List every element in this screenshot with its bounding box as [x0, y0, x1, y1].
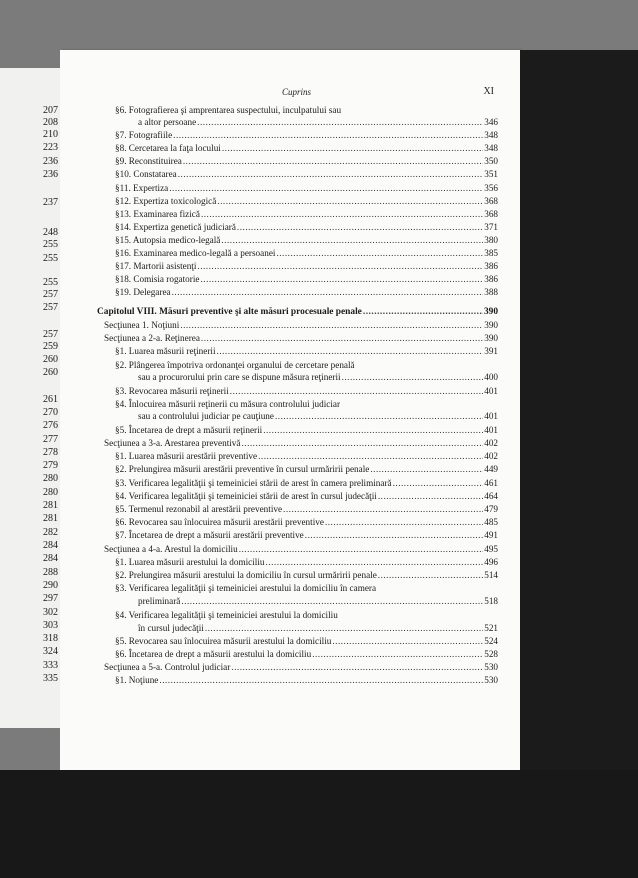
- previous-page-number: 282: [43, 527, 58, 538]
- toc-entry-title: §2. Prelungirea măsurii arestului la domiciliu în cursul urmăririi penale: [115, 570, 377, 580]
- toc-dot-leader: [221, 235, 483, 246]
- toc-dot-leader: [231, 662, 483, 673]
- toc-dot-leader: [312, 649, 483, 660]
- toc-entry: [115, 143, 498, 154]
- toc-entry-page: 402: [484, 438, 498, 448]
- toc-entry: [115, 649, 498, 660]
- toc-dot-leader: [266, 557, 484, 568]
- toc-dot-leader: [201, 209, 483, 220]
- previous-page-number: 284: [43, 553, 58, 564]
- toc-entry-title: §4. Înlocuirea măsurii reţinerii cu măsura controlului judiciar: [115, 399, 341, 409]
- toc-dot-leader: [263, 425, 483, 436]
- toc-entry: [115, 675, 498, 686]
- toc-dot-leader: [378, 570, 483, 581]
- toc-dot-leader: [178, 169, 483, 180]
- toc-dot-leader: [370, 464, 483, 475]
- toc-entry-title: §1. Luarea măsurii arestului la domiciliu: [115, 557, 265, 567]
- previous-page-number: 318: [43, 633, 58, 644]
- previous-page-number: 207: [43, 105, 58, 116]
- previous-page-number: 223: [43, 142, 58, 153]
- toc-dot-leader: [258, 451, 483, 462]
- toc-entry: [104, 320, 498, 331]
- previous-page-number: 288: [43, 567, 58, 578]
- book-page: [60, 50, 520, 770]
- toc-dot-leader: [283, 504, 483, 515]
- toc-entry-title: preliminară: [138, 596, 181, 606]
- previous-page-number: 255: [43, 239, 58, 250]
- toc-entry-title: §5. Încetarea de drept a măsurii reţinerii: [115, 425, 263, 435]
- toc-dot-leader: [217, 196, 483, 207]
- previous-page-number: 281: [43, 500, 58, 511]
- toc-entry-title: sau a controlului judiciar pe cauţiune: [138, 411, 274, 421]
- toc-entry-page: 528: [484, 649, 498, 659]
- toc-entry-page: 390: [484, 320, 498, 330]
- toc-entry: [115, 235, 498, 246]
- scan-bottom-shadow: [0, 770, 638, 878]
- toc-entry-title: §3. Verificarea legalităţii şi temeiniciei arestului la domiciliu în camera: [115, 583, 377, 593]
- toc-entry-page: 401: [484, 411, 498, 421]
- toc-entry-title: §4. Verificarea legalităţii şi temeiniciei stării de arest în cursul judecăţii: [115, 491, 377, 501]
- toc-entry: [115, 570, 498, 581]
- toc-entry-page: 491: [484, 530, 498, 540]
- toc-entry-title: Capitolul VIII. Măsuri preventive şi alte măsuri procesuale penale: [97, 307, 362, 317]
- toc-entry-page: 464: [484, 491, 498, 501]
- previous-page-number: 260: [43, 367, 58, 378]
- previous-page-number: 280: [43, 473, 58, 484]
- previous-page-number: 303: [43, 620, 58, 631]
- previous-page-number: 248: [43, 227, 58, 238]
- previous-page-number: 333: [43, 660, 58, 671]
- toc-entry: [115, 156, 498, 167]
- toc-entry-page: 401: [484, 425, 498, 435]
- toc-entry-page: 388: [484, 287, 498, 297]
- toc-entry-title: §1. Noţiune: [115, 675, 159, 685]
- toc-entry: [115, 610, 498, 621]
- toc-entry: [104, 333, 498, 344]
- toc-entry-page: 385: [484, 248, 498, 258]
- toc-dot-leader: [230, 386, 483, 397]
- toc-entry-title: §16. Examinarea medico-legală a persoanei: [115, 248, 276, 258]
- toc-dot-leader: [173, 130, 483, 141]
- toc-entry: [115, 209, 498, 220]
- toc-entry-page: 386: [484, 274, 498, 284]
- toc-entry-title: §6. Încetarea de drept a măsurii arestului la domiciliu: [115, 649, 312, 659]
- previous-page-number: 257: [43, 302, 58, 313]
- toc-entry-page: 368: [484, 196, 498, 206]
- toc-entry: [115, 491, 498, 502]
- toc-entry-title: sau a procurorului prin care se dispune măsura reţinerii: [138, 372, 341, 382]
- toc-dot-leader: [393, 478, 484, 489]
- toc-entry: [115, 130, 498, 141]
- toc-entry: [115, 517, 498, 528]
- toc-entry: [115, 530, 498, 541]
- toc-entry-page: 495: [484, 544, 498, 554]
- toc-entry: [138, 411, 498, 422]
- previous-page-number: 236: [43, 169, 58, 180]
- previous-page-number: 281: [43, 513, 58, 524]
- previous-page-number: 261: [43, 394, 58, 405]
- toc-entry-page: 368: [484, 209, 498, 219]
- running-header-title: Cuprins: [282, 87, 312, 97]
- toc-entry: [97, 307, 498, 318]
- previous-page-number: 280: [43, 487, 58, 498]
- previous-page-number: 237: [43, 197, 58, 208]
- toc-entry-title: §10. Constatarea: [115, 169, 177, 179]
- previous-page-number: 277: [43, 434, 58, 445]
- toc-dot-leader: [342, 372, 484, 383]
- toc-dot-leader: [275, 411, 483, 422]
- toc-entry-title: §11. Expertiza: [115, 183, 169, 193]
- previous-page-number: 255: [43, 277, 58, 288]
- toc-entry-title: Secţiunea 1. Noţiuni: [104, 320, 180, 330]
- previous-page-number: 259: [43, 341, 58, 352]
- previous-page-number: 260: [43, 354, 58, 365]
- toc-dot-leader: [239, 544, 484, 555]
- previous-page-number: 278: [43, 447, 58, 458]
- toc-entry: [115, 583, 498, 594]
- toc-entry: [115, 183, 498, 194]
- toc-entry-title: §5. Termenul rezonabil al arestării preventive: [115, 504, 283, 514]
- running-header-page-number: XI: [483, 86, 494, 97]
- toc-dot-leader: [197, 117, 483, 128]
- toc-dot-leader: [305, 530, 483, 541]
- toc-entry-title: §6. Fotografierea şi amprentarea suspectului, inculpatului sau: [115, 105, 342, 115]
- toc-entry-page: 348: [484, 143, 498, 153]
- toc-entry: [115, 464, 498, 475]
- toc-entry-title: §12. Expertiza toxicologică: [115, 196, 217, 206]
- toc-entry-page: 530: [484, 675, 498, 685]
- toc-entry-title: §5. Revocarea sau înlocuirea măsurii arestului la domiciliu: [115, 636, 332, 646]
- previous-page-number: 284: [43, 540, 58, 551]
- toc-dot-leader: [363, 307, 483, 318]
- toc-entry-title: Secţiunea a 4-a. Arestul la domiciliu: [104, 544, 238, 554]
- toc-dot-leader: [276, 248, 483, 259]
- toc-entry-page: 371: [484, 222, 498, 232]
- toc-entry-page: 530: [484, 662, 498, 672]
- toc-entry-page: 514: [484, 570, 498, 580]
- toc-entry-title: §3. Verificarea legalităţii şi temeiniciei stării de arest în camera preliminară: [115, 478, 392, 488]
- toc-entry-page: 386: [484, 261, 498, 271]
- toc-dot-leader: [159, 675, 483, 686]
- previous-page-number: 324: [43, 646, 58, 657]
- toc-entry-title: §3. Revocarea măsurii reţinerii: [115, 386, 229, 396]
- toc-entry-page: 479: [484, 504, 498, 514]
- toc-dot-leader: [378, 491, 483, 502]
- toc-entry-page: 485: [484, 517, 498, 527]
- toc-entry-title: §19. Delegarea: [115, 287, 171, 297]
- toc-entry-title: §1. Luarea măsurii reţinerii: [115, 346, 216, 356]
- toc-entry-page: 356: [484, 183, 498, 193]
- toc-entry-page: 391: [484, 346, 498, 356]
- toc-entry: [115, 105, 498, 116]
- previous-page-number: 255: [43, 253, 58, 264]
- toc-entry-page: 390: [483, 307, 498, 317]
- toc-entry: [115, 386, 498, 397]
- toc-entry-page: 346: [484, 117, 498, 127]
- toc-entry: [115, 346, 498, 357]
- toc-entry-title: §2. Plângerea împotriva ordonanţei organului de cercetare penală: [115, 360, 355, 370]
- toc-entry-title: Secţiunea a 2-a. Reţinerea: [104, 333, 200, 343]
- toc-entry: [115, 261, 498, 272]
- table-of-contents: [60, 50, 520, 770]
- toc-dot-leader: [183, 156, 483, 167]
- toc-entry-page: 496: [484, 557, 498, 567]
- toc-entry-title: §4. Verificarea legalităţii şi temeiniciei arestului la domiciliu: [115, 610, 338, 620]
- previous-page-number: 297: [43, 593, 58, 604]
- toc-dot-leader: [205, 623, 483, 634]
- toc-entry-page: 348: [484, 130, 498, 140]
- toc-entry: [115, 478, 498, 489]
- toc-dot-leader: [180, 320, 483, 331]
- previous-page-number: 257: [43, 329, 58, 340]
- scan-right-shadow: [520, 50, 638, 878]
- toc-entry-title: §7. Fotografiile: [115, 130, 173, 140]
- toc-dot-leader: [201, 333, 483, 344]
- toc-dot-leader: [197, 261, 483, 272]
- toc-dot-leader: [200, 274, 483, 285]
- previous-page-number: 270: [43, 407, 58, 418]
- toc-entry: [138, 623, 498, 634]
- toc-entry-title: Secţiunea a 5-a. Controlul judiciar: [104, 662, 231, 672]
- toc-entry-page: 518: [484, 596, 498, 606]
- previous-page-number: 335: [43, 673, 58, 684]
- toc-entry: [115, 248, 498, 259]
- previous-page-number: 276: [43, 420, 58, 431]
- toc-entry: [115, 636, 498, 647]
- toc-entry-page: 524: [484, 636, 498, 646]
- toc-dot-leader: [241, 438, 483, 449]
- previous-page-number: 236: [43, 156, 58, 167]
- toc-entry-title: în cursul judecăţii: [138, 623, 204, 633]
- toc-entry: [115, 169, 498, 180]
- toc-entry: [104, 544, 498, 555]
- toc-entry: [115, 504, 498, 515]
- toc-entry-title: §2. Prelungirea măsurii arestării preventive în cursul urmăririi penale: [115, 464, 370, 474]
- toc-entry-page: 461: [484, 478, 498, 488]
- toc-entry-title: §14. Expertiza genetică judiciară: [115, 222, 236, 232]
- toc-entry-title: §17. Martorii asistenţi: [115, 261, 197, 271]
- toc-entry: [115, 287, 498, 298]
- toc-entry: [104, 438, 498, 449]
- toc-entry-title: §13. Examinarea fizică: [115, 209, 200, 219]
- toc-entry-title: §7. Încetarea de drept a măsurii arestării preventive: [115, 530, 304, 540]
- toc-entry-title: a altor persoane: [138, 117, 197, 127]
- toc-entry-page: 390: [484, 333, 498, 343]
- toc-entry-title: §9. Reconstituirea: [115, 156, 182, 166]
- toc-entry: [115, 399, 498, 410]
- toc-entry: [115, 222, 498, 233]
- toc-dot-leader: [172, 287, 484, 298]
- toc-entry-page: 350: [484, 156, 498, 166]
- toc-entry: [115, 425, 498, 436]
- toc-entry-title: §1. Luarea măsurii arestării preventive: [115, 451, 258, 461]
- toc-entry: [115, 196, 498, 207]
- toc-dot-leader: [217, 346, 484, 357]
- toc-entry: [138, 117, 498, 128]
- toc-dot-leader: [181, 596, 483, 607]
- toc-entry-page: 400: [484, 372, 498, 382]
- toc-entry: [138, 596, 498, 607]
- toc-entry-page: 449: [484, 464, 498, 474]
- toc-entry-page: 351: [484, 169, 498, 179]
- previous-page-number: 290: [43, 580, 58, 591]
- previous-page-edge: [0, 68, 60, 728]
- toc-entry-title: §18. Comisia rogatorie: [115, 274, 200, 284]
- toc-entry: [115, 451, 498, 462]
- previous-page-number: 210: [43, 129, 58, 140]
- toc-entry-page: 401: [484, 386, 498, 396]
- toc-dot-leader: [169, 183, 483, 194]
- toc-entry-page: 521: [484, 623, 498, 633]
- toc-entry-title: Secţiunea a 3-a. Arestarea preventivă: [104, 438, 241, 448]
- toc-dot-leader: [325, 517, 483, 528]
- previous-page-number: 257: [43, 289, 58, 300]
- previous-page-number: 279: [43, 460, 58, 471]
- toc-entry: [115, 557, 498, 568]
- toc-entry-title: §6. Revocarea sau înlocuirea măsurii arestării preventive: [115, 517, 324, 527]
- previous-page-number: 302: [43, 607, 58, 618]
- previous-page-number: 208: [43, 117, 58, 128]
- toc-dot-leader: [237, 222, 483, 233]
- toc-dot-leader: [222, 143, 483, 154]
- toc-entry-page: 380: [484, 235, 498, 245]
- toc-entry: [115, 274, 498, 285]
- toc-entry-page: 402: [484, 451, 498, 461]
- toc-entry: [138, 372, 498, 383]
- toc-entry-title: §15. Autopsia medico-legală: [115, 235, 221, 245]
- toc-dot-leader: [332, 636, 483, 647]
- toc-entry: [104, 662, 498, 673]
- toc-entry-title: §8. Cercetarea la faţa locului: [115, 143, 221, 153]
- toc-entry: [115, 360, 498, 371]
